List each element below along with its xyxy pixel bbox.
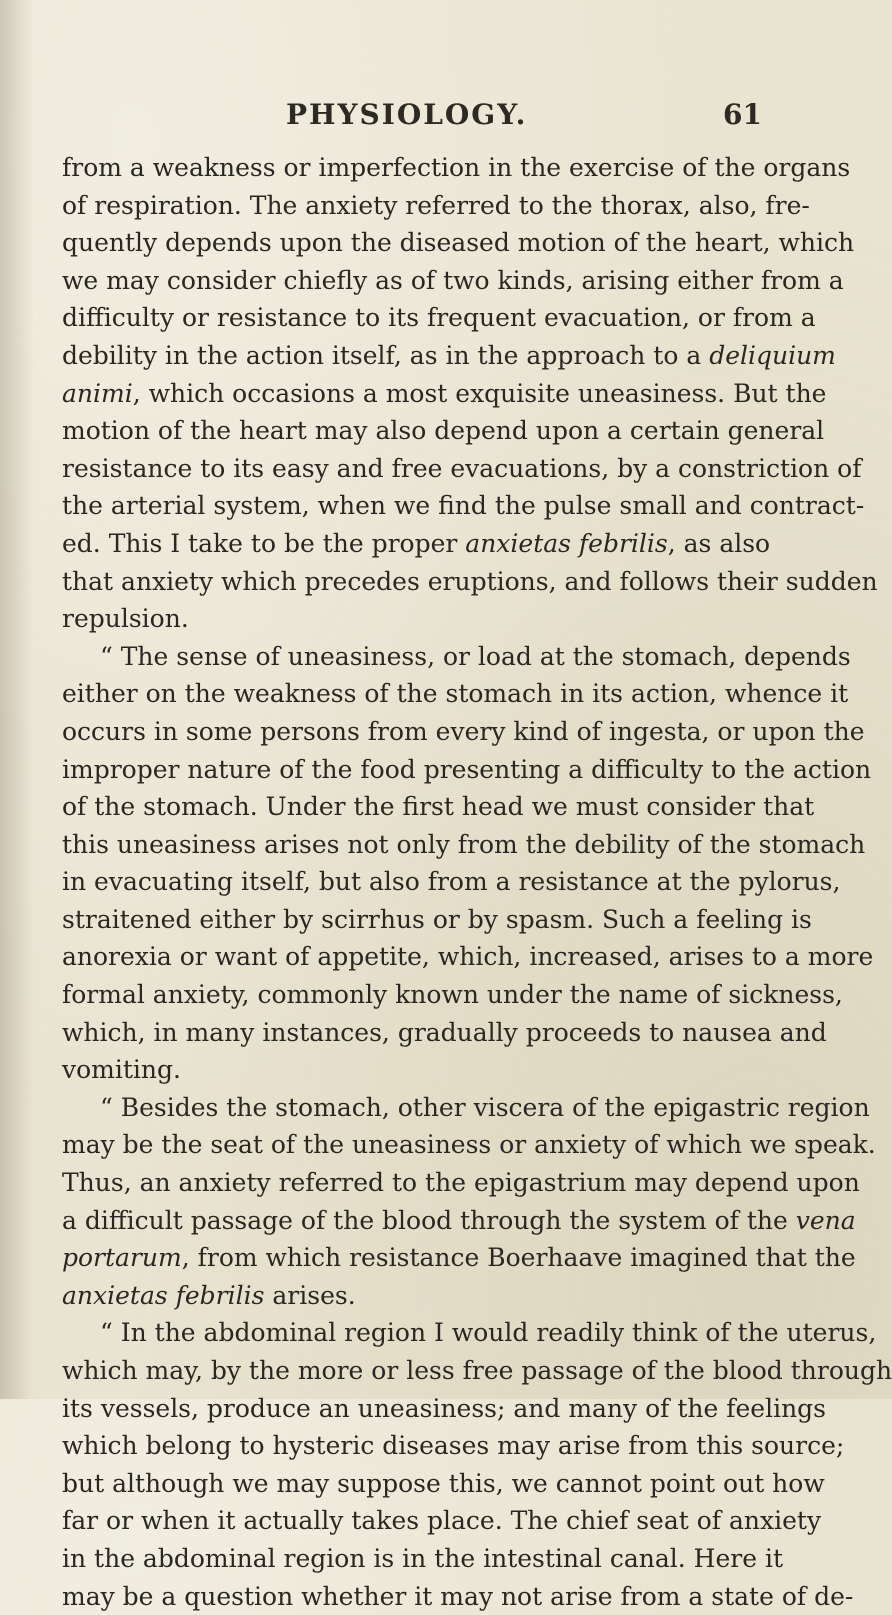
text-line: its vessels, produce an uneasiness; and many of the feelings [62,1393,827,1423]
paragraph [62,1314,892,1615]
text-line: motion of the heart may also depend upon a certain general [62,416,825,446]
text-line: of the stomach. Under the first head we must consider that [62,792,815,822]
text-line: “ The sense of uneasiness, or load at the stomach, depends [100,641,851,671]
text-line: that anxiety which precedes eruptions, and follows their sudden [62,566,878,596]
text-line: in the abdominal region is in the intestinal canal. Here it [62,1543,783,1573]
text-line: may be a question whether it may not arise from a state of de- [62,1581,854,1611]
text-line: formal anxiety, commonly known under the name of sickness, [62,980,843,1010]
text-line: difficulty or resistance to its frequent evacuation, or from a [62,303,816,333]
text-line: this uneasiness arises not only from the debility of the stomach [62,829,866,859]
text-line: from a weakness or imperfection in the exercise of the organs [62,153,851,182]
text-line: “ In the abdominal region I would readily think of the uterus, [100,1318,877,1348]
text-line: anorexia or want of appetite, which, increased, arises to a more [62,942,874,972]
text-line: occurs in some persons from every kind of ingesta, or upon the [62,716,865,746]
text-line: the arterial system, when we find the pulse small and contract- [62,491,865,521]
running-head: PHYSIOLOGY. [286,98,528,131]
text-line: far or when it actually takes place. The chief seat of anxiety [62,1506,822,1536]
paragraph [62,149,878,638]
text-line: we may consider chiefly as of two kinds, arising either from a [62,265,844,295]
text-line: anxietas febrilis arises. [62,1280,356,1310]
text-line: ed. This I take to be the proper anxietas febrilis, as also [62,528,771,558]
text-line: either on the weakness of the stomach in its action, whence it [62,679,849,709]
text-line: straitened either by scirrhus or by spasm. Such a feeling is [62,904,812,934]
text-line: of respiration. The anxiety referred to the thorax, also, fre- [62,190,810,220]
text-line: which belong to hysteric diseases may arise from this source; [62,1431,845,1461]
text-line: repulsion. [62,604,189,634]
text-line: debility in the action itself, as in the approach to a deliquium [62,340,836,370]
text-line: “ Besides the stomach, other viscera of the epigastric region [100,1092,870,1122]
text-line: resistance to its easy and free evacuations, by a constriction of [62,453,862,483]
text-line: quently depends upon the diseased motion of the heart, which [62,228,855,258]
text-line: but although we may suppose this, we cannot point out how [62,1468,825,1498]
text-line: improper nature of the food presenting a difficulty to the action [62,754,872,784]
text-line: may be the seat of the uneasiness or anxiety of which we speak. [62,1130,876,1160]
text-line: which, in many instances, gradually proceeds to nausea and [62,1017,827,1047]
text-line: which may, by the more or less free passage of the blood through [62,1356,892,1385]
paragraph [62,638,874,1089]
page-header [62,98,762,138]
text-line: portarum, from which resistance Boerhaave imagined that the [62,1243,856,1273]
text-line: vomiting. [62,1055,181,1085]
page-number: 61 [723,98,762,131]
page-gutter-shadow [0,0,34,1399]
text-line: in evacuating itself, but also from a resistance at the pylorus, [62,867,841,897]
paragraph [62,1089,876,1315]
text-line: a difficult passage of the blood through the system of the vena [62,1205,856,1235]
body-text [62,149,892,1615]
text-line: animi, which occasions a most exquisite uneasiness. But the [62,378,827,408]
text-line: Thus, an anxiety referred to the epigastrium may depend upon [62,1168,860,1198]
